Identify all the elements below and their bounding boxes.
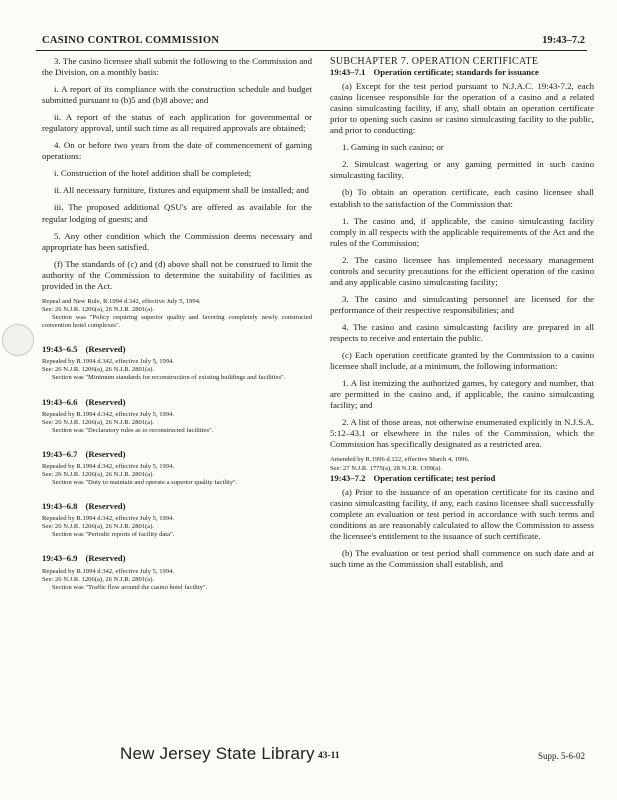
history-line: See: 26 N.J.R. 1206(a), 26 N.J.R. 2801(a). <box>42 305 155 313</box>
paragraph: ii. All necessary furniture, fixtures and equipment shall be installed; and <box>54 185 309 196</box>
library-stamp: New Jersey State Library <box>120 744 315 763</box>
section-19-43-6-8 <box>42 501 312 539</box>
history-line: See: 26 N.J.R. 1206(a), 26 N.J.R. 2801(a). <box>42 470 155 478</box>
section-title: (Reserved) <box>85 553 126 564</box>
paragraph: 1. A list itemizing the authorized games, by category and number, that are permitted in the casino and, if applicable, the casino simulcasting facility; and <box>330 378 594 411</box>
paragraph: 1. The casino and, if applicable, the casino simulcasting facility comply in all respects with the applicable requirements of the Act and the rules of the Commission; <box>330 215 594 248</box>
section-19-43-6-6 <box>42 397 312 435</box>
history-line: Section was "Periodic reports of facility data". <box>52 531 175 539</box>
paragraph: i. A report of its compliance with the construction schedule and budget submitted pursuant to (b)5 and (b)8 above; and <box>42 84 312 106</box>
paragraph: ii. A report of the status of each application for governmental or regulatory approval, until such time as all required approvals are obtained; <box>42 112 312 134</box>
history-line: Section was "Policy requiring superior quality and favoring completely newly constructed convention hotel complexes". <box>42 313 312 330</box>
section-number: 19:43–6.5 <box>42 344 78 355</box>
amendment-note <box>330 456 594 472</box>
paragraph: 1. Gaming in such casino; or <box>342 142 444 153</box>
section-heading <box>42 449 312 460</box>
subchapter-heading: SUBCHAPTER 7. OPERATION CERTIFICATE <box>330 56 539 67</box>
history-line: Repealed by R.1994 d.342, effective July 5, 1994. <box>42 515 175 523</box>
paragraph: 3. The casino and simulcasting personnel are licensed for the performance of their respective responsibilities; and <box>330 293 594 315</box>
paragraph: (a) Prior to the issuance of an operation certificate for its casino and casino simulcasting facility, if any, each casino licensee shall successfully complete an evaluation or test period in accordance with such terms and conditions as are reasonably calculated to allow the Commission to assess the licensee's entitlement to the issuance of such certificate. <box>330 486 594 541</box>
paragraph: 2. The casino licensee has implemented necessary management controls and security precautions for the efficient operation of the casino and any applicable casino simulcasting facility; <box>330 254 594 287</box>
history-line: See: 26 N.J.R. 1206(a), 26 N.J.R. 2801(a). <box>42 523 155 531</box>
history-line: Section was "Traffic flow around the casino hotel facility". <box>52 583 208 591</box>
section-title: (Reserved) <box>85 344 126 355</box>
paragraph: 5. Any other condition which the Commission deems necessary and appropriate has been satisfied. <box>42 230 312 252</box>
section-number: 19:43–6.7 <box>42 448 78 459</box>
paragraph: 4. On or before two years from the date of commencement of gaming operations: <box>42 140 312 162</box>
section-19-43-6-9 <box>42 553 312 591</box>
section-heading <box>330 473 594 484</box>
history-line: Repeal and New Rule, R.1994 d.342, effective July 5, 1994. <box>42 297 201 305</box>
history-line: See: 26 N.J.R. 1206(a), 26 N.J.R. 2801(a). <box>42 575 155 583</box>
section-number: 19:43–6.9 <box>42 553 78 564</box>
section-number: 19:43–6.6 <box>42 396 78 407</box>
header-title: CASINO CONTROL COMMISSION <box>42 35 220 46</box>
section-heading <box>42 501 312 512</box>
section-heading <box>42 397 312 408</box>
paragraph: 2. Simulcast wagering or any gaming permitted in such casino simulcasting facility. <box>330 159 594 181</box>
section-title: (Reserved) <box>85 396 126 407</box>
history-line: Section was "Duty to maintain and operate a superior quality facility". <box>52 479 238 487</box>
running-header <box>36 34 587 51</box>
history-line: Amended by R.1996 d.122, effective March 4, 1996. <box>330 456 470 464</box>
history-line: Repealed by R.1994 d.342, effective July 5, 1994. <box>42 567 175 575</box>
history-line: Repealed by R.1994 d.342, effective July 5, 1994. <box>42 462 175 470</box>
history-line: See: 26 N.J.R. 1206(a), 26 N.J.R. 2801(a). <box>42 418 155 426</box>
section-heading <box>42 344 312 355</box>
section-heading <box>330 67 594 78</box>
history-line: Section was "Minimum standards for reconstruction of existing buildings and facilities". <box>52 374 286 382</box>
section-19-43-6-7 <box>42 449 312 487</box>
section-title: Operation certificate; test period <box>373 472 496 483</box>
section-19-43-6-5 <box>42 344 312 382</box>
left-column <box>42 56 312 592</box>
paragraph: (c) Each operation certificate granted by the Commission to a casino licensee shall include, at a minimum, the following information: <box>330 350 594 372</box>
paragraph: (b) To obtain an operation certificate, each casino licensee shall establish to the satisfaction of the Commission that: <box>330 187 594 209</box>
section-number: 19:43–7.2 <box>330 472 366 483</box>
history-line: Section was "Declaratory rules as to reconstructed facilities". <box>52 426 214 434</box>
paragraph: 3. The casino licensee shall submit the following to the Commission and the Division, on a monthly basis: <box>42 56 312 78</box>
section-title: Operation certificate; standards for issuance <box>373 67 539 78</box>
page-number: 43-11 <box>318 751 340 761</box>
right-column <box>330 56 594 570</box>
history-line: Repealed by R.1994 d.342, effective July 5, 1994. <box>42 410 175 418</box>
paragraph: iii. The proposed additional QSU's are offered as available for the regular lodging of guests; and <box>42 202 312 224</box>
history-note <box>42 298 312 330</box>
paragraph: (b) The evaluation or test period shall commence on such date and at such time as the Commission shall establish, and <box>330 547 594 569</box>
paragraph: i. Construction of the hotel addition shall be completed; <box>54 168 252 179</box>
section-title: (Reserved) <box>85 448 126 459</box>
paragraph: 2. A list of those areas, not otherwise enumerated explicitly in N.J.S.A. 5:12–43.1 or elsewhere in the rules of the Commission, which the Commission has specifically designated as a restricted area. <box>330 417 594 450</box>
paragraph: (f) The standards of (c) and (d) above shall not be construed to limit the authority of the Commission to determine the suitability of facilities as provided in the Act. <box>42 258 312 291</box>
page-footer <box>0 744 617 768</box>
section-number: 19:43–6.8 <box>42 501 78 512</box>
history-line: Repealed by R.1994 d.342, effective July 5, 1994. <box>42 358 175 366</box>
history-line: See: 26 N.J.R. 1206(a), 26 N.J.R. 2801(a). <box>42 366 155 374</box>
section-title: (Reserved) <box>85 501 126 512</box>
binder-hole <box>2 324 34 356</box>
section-heading <box>42 553 312 564</box>
paragraph: (a) Except for the test period pursuant to N.J.A.C. 19:43-7.2, each casino licensee responsible for the operation of a casino and a related casino simulcasting facility, if any, shall obtain an operation certificate prior to opening such casino or casino simulcasting facility to the public, and prior to conducting: <box>330 81 594 136</box>
section-number: 19:43–7.1 <box>330 67 366 78</box>
supplement-date: Supp. 5-6-02 <box>538 751 585 761</box>
header-section-number: 19:43–7.2 <box>542 35 585 46</box>
history-line: See: 27 N.J.R. 1775(a), 28 N.J.R. 1399(a). <box>330 464 443 472</box>
paragraph: 4. The casino and casino simulcasting facility are prepared in all respects to receive and entertain the public. <box>330 321 594 343</box>
